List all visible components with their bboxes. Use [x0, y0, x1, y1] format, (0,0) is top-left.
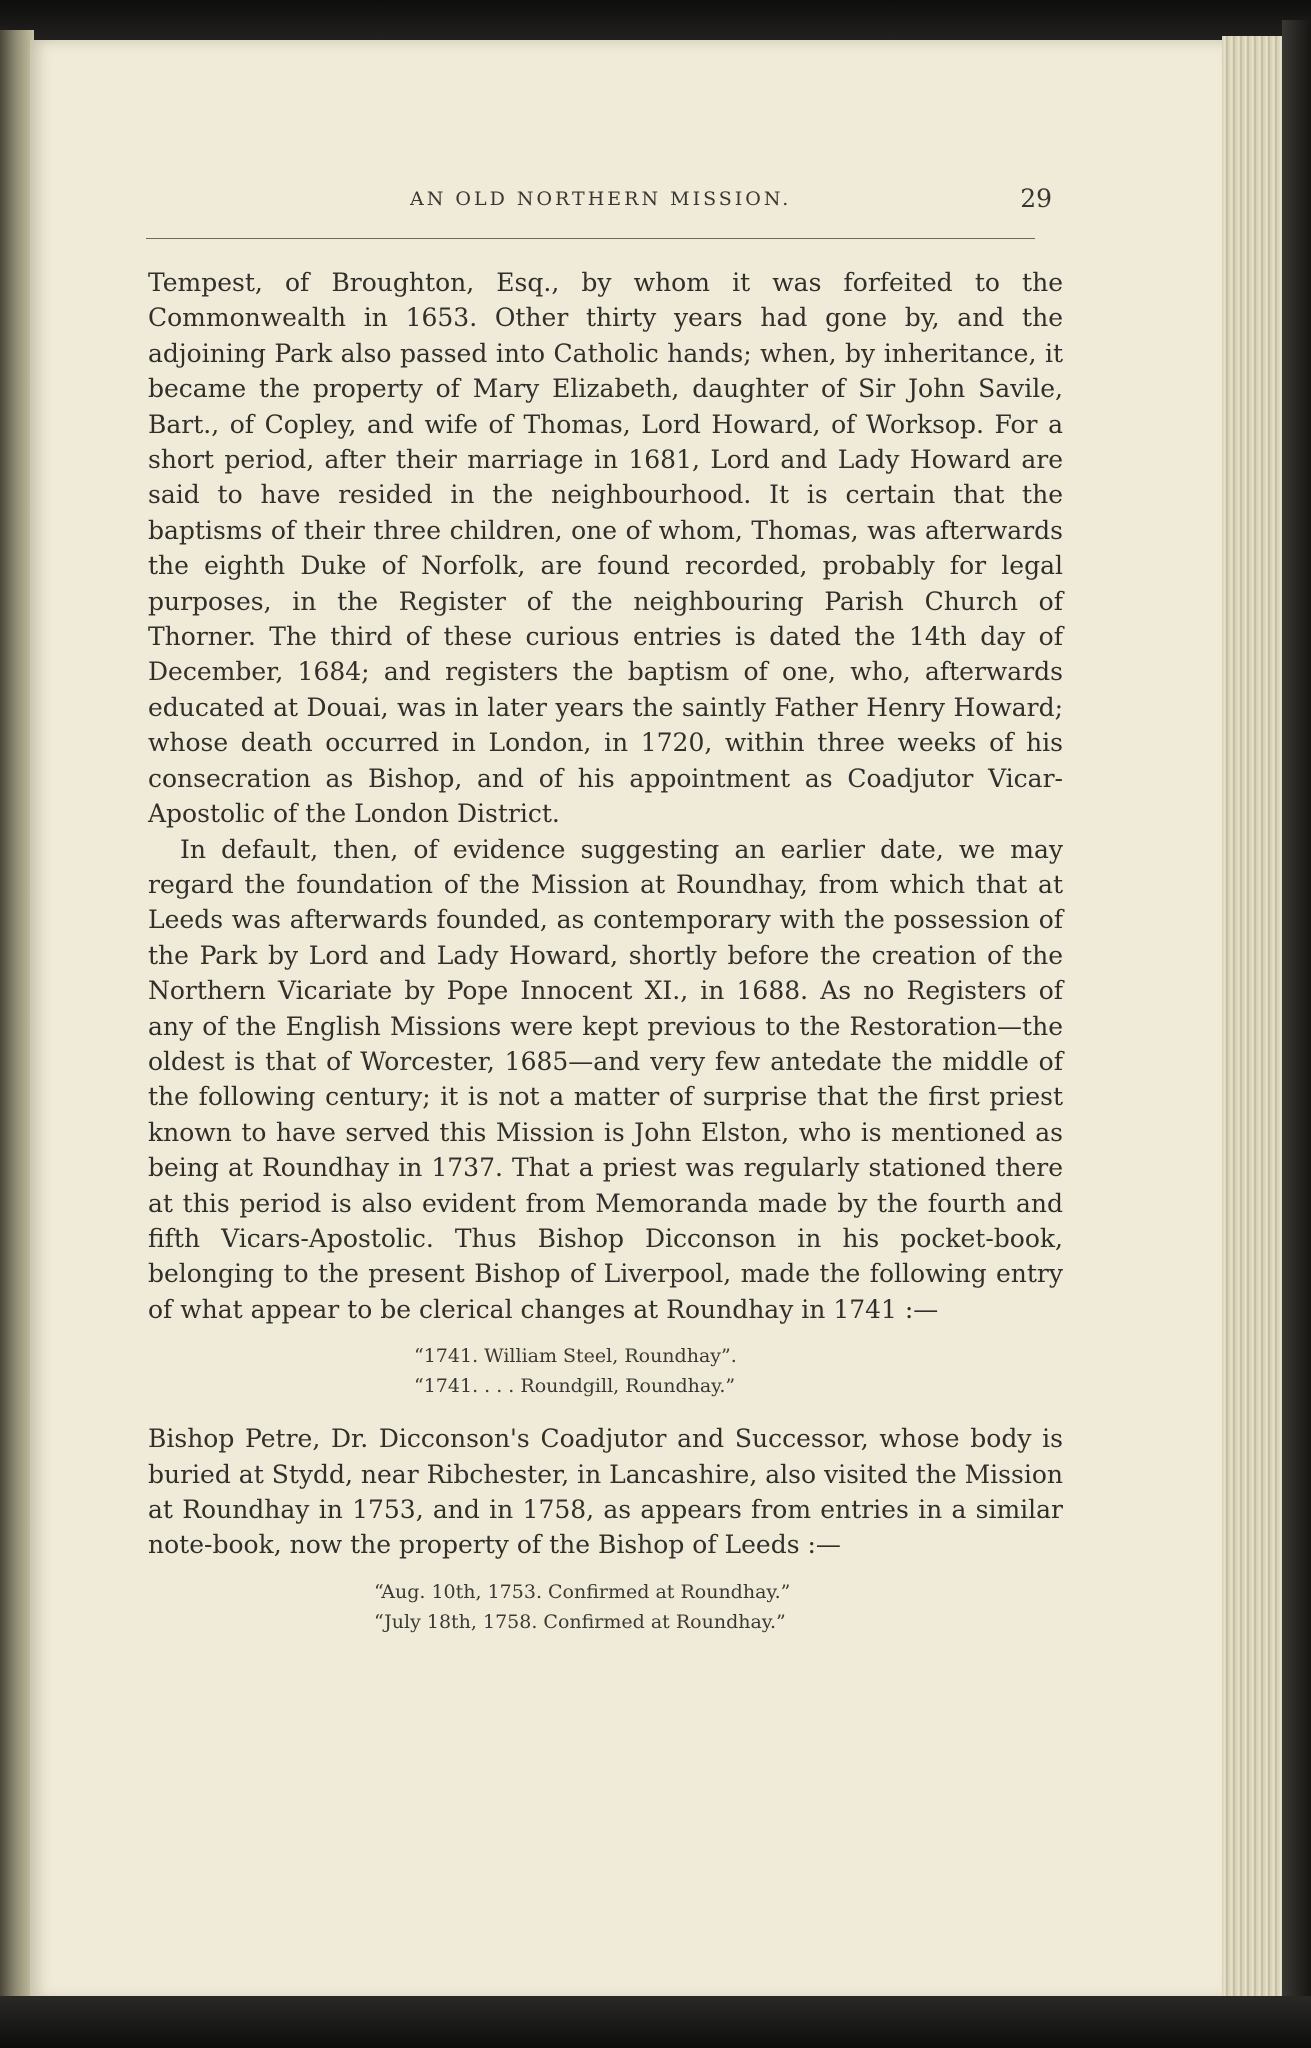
quote-line: “1741. William Steel, Roundhay”. [414, 1345, 737, 1368]
page-number: 29 [1020, 184, 1052, 213]
quote-line: “Aug. 10th, 1753. Confirmed at Roundhay.” [374, 1580, 791, 1603]
book-binding-bottom [0, 1996, 1311, 2048]
header-rule [146, 238, 1035, 239]
page-edges [1222, 36, 1282, 2004]
paragraph-3: Bishop Petre, Dr. Dicconson's Coadjutor and Successor, whose body is buried at Stydd, near Ribchester, in Lancashire, also visited the Mission at Roundhay in 1753, and in 1758, as appears from entries in a similar note-book, now the property of the Bishop of Leeds :— [148, 1424, 1063, 1560]
paragraph-1: Tempest, of Broughton, Esq., by whom it was forfeited to the Commonwealth in 1653. Other thirty years had gone by, and the adjoining Park also passed into Catholic hands; when, by inheritance, it became the property of Mary Elizabeth, daughter of Sir John Savile, Bart., of Copley, and wife of Thomas, Lord Howard, of Worksop. For a short period, after their marriage in 1681, Lord and Lady Howard are said to have resided in the neighbourhood. It is certain that the baptisms of their three children, one of whom, Thomas, was afterwards the eighth Duke of Norfolk, are found recorded, probably for legal purposes, in the Register of the neighbouring Parish Church of Thorner. The third of these curious entries is dated the 14th day of December, 1684; and registers the baptism of one, who, afterwards educated at Douai, was in later years the saintly Father Henry Howard; whose death occurred in London, in 1720, within three weeks of his consecration as Bishop, and of his appointment as Coadjutor Vicar-Apostolic of the London District. [148, 268, 1063, 829]
paragraph-2: In default, then, of evidence suggesting an earlier date, we may regard the foundation of the Mission at Roundhay, from which that at Leeds was afterwards founded, as contemporary with the possession of the Park by Lord and Lady Howard, shortly before the creation of the Northern Vicariate by Pope Innocent XI., in 1688. As no Registers of any of the English Missions were kept previous to the Restoration—the oldest is that of Worcester, 1685—and very few antedate the middle of the following century; it is not a matter of surprise that the first priest known to have served this Mission is John Elston, who is mentioned as being at Roundhay in 1737. That a priest was regularly stationed there at this period is also evident from Memoranda made by the fourth and fifth Vicars-Apostolic. Thus Bishop Dicconson in his pocket-book, belonging to the present Bishop of Liverpool, made the following entry of what appear to be clerical changes at Roundhay in 1741 :— [148, 834, 1063, 1324]
book-spine-left [0, 30, 34, 2005]
body-text [148, 265, 1063, 1657]
quote-1753-1758 [148, 1577, 1063, 1637]
quote-line: “1741. . . . Roundgill, Roundhay.” [414, 1375, 736, 1398]
running-title: AN OLD NORTHERN MISSION. [410, 188, 792, 210]
book-cover-right [1282, 20, 1311, 2010]
quote-1741 [148, 1341, 1063, 1401]
book-binding-top [0, 0, 1311, 44]
quote-line: “July 18th, 1758. Confirmed at Roundhay.” [374, 1610, 786, 1633]
running-head [140, 184, 1070, 224]
